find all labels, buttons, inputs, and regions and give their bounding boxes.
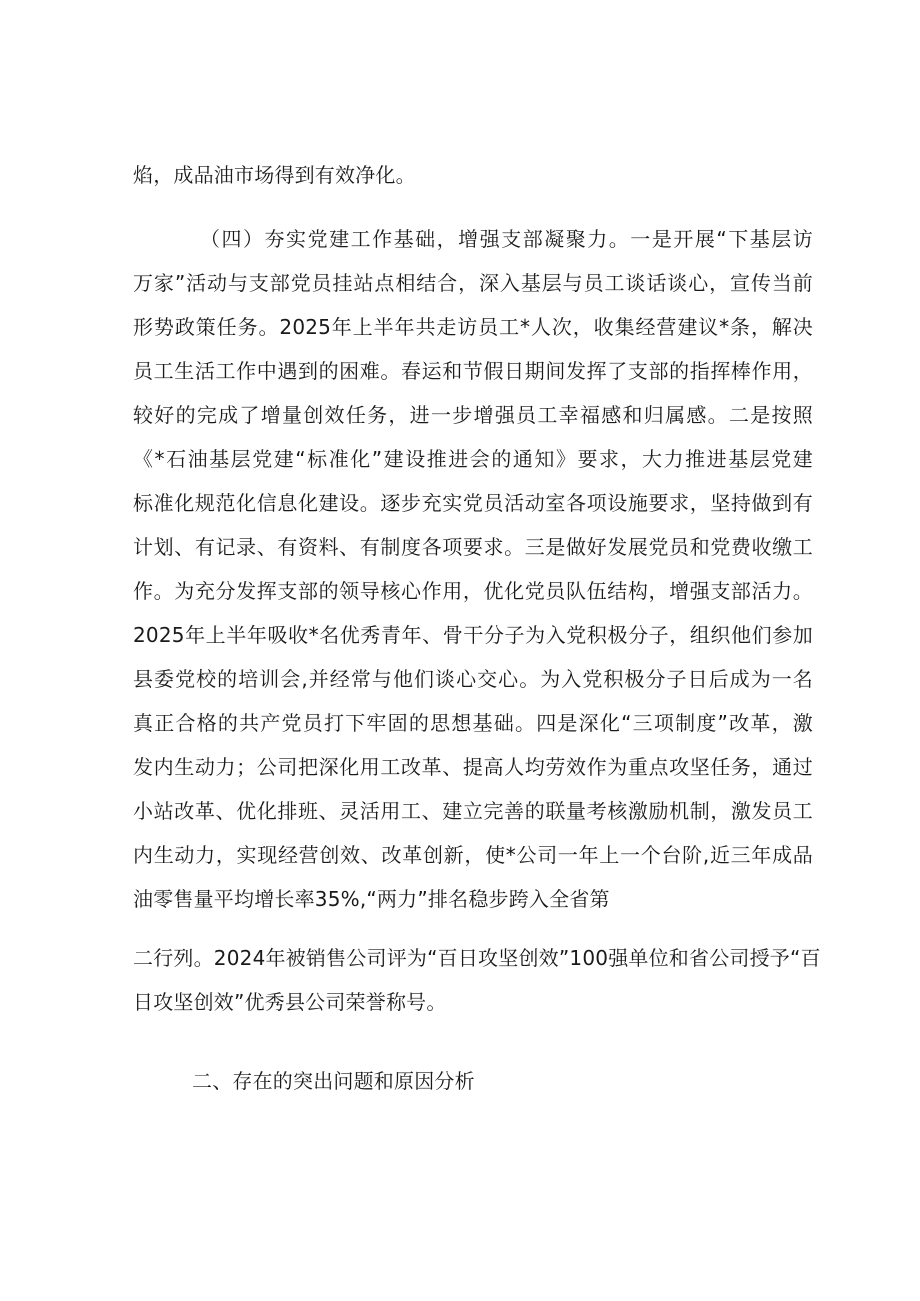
paragraph-line: 日攻坚创效”优秀县公司荣誉称号。: [133, 990, 447, 1014]
paragraph-line: 焰，成品油市场得到有效净化。: [133, 163, 416, 187]
paragraph-line: 较好的完成了增量创效任务，进一步增强员工幸福感和归属感。二是按照: [133, 403, 813, 427]
paragraph-line: 县委党校的培训会,并经常与他们谈心交心。为入党积极分子日后成为一名: [133, 667, 813, 691]
paragraph-line: 小站改革、优化排班、灵活用工、建立完善的联量考核激励机制，激发员工: [133, 799, 813, 823]
paragraph-line: （四）夯实党建工作基础，增强支部凝聚力。一是开展“下基层访: [200, 227, 813, 251]
paragraph-line: 形势政策任务。2025年上半年共走访员工*人次，收集经营建议*条，解决: [133, 315, 813, 339]
paragraph-line: 内生动力，实现经营创效、改革创新，使*公司一年上一个台阶,近三年成品: [133, 843, 813, 867]
paragraph-line: 发内生动力；公司把深化用工改革、提高人均劳效作为重点攻坚任务，通过: [133, 755, 813, 779]
paragraph-line: 真正合格的共产党员打下牢固的思想基础。四是深化“三项制度”改革，激: [133, 711, 813, 735]
paragraph-line: 二行列。2024年被销售公司评为“百日攻坚创效”100强单位和省公司授予“百: [133, 946, 821, 970]
section-heading: 二、存在的突出问题和原因分析: [192, 1069, 475, 1093]
paragraph-line: 《*石油基层党建“标准化”建设推进会的通知》要求，大力推进基层党建: [133, 447, 813, 471]
paragraph-line: 员工生活工作中遇到的困难。春运和节假日期间发挥了支部的指挥棒作用，: [133, 359, 813, 383]
paragraph-line: 作。为充分发挥支部的领导核心作用，优化党员队伍结构，增强支部活力。: [133, 579, 813, 603]
paragraph-line: 油零售量平均增长率35%,“两力”排名稳步跨入全省第: [133, 887, 610, 911]
paragraph-line: 万家”活动与支部党员挂站点相结合，深入基层与员工谈话谈心，宣传当前: [133, 271, 813, 295]
paragraph-line: 标准化规范化信息化建设。逐步充实党员活动室各项设施要求，坚持做到有: [133, 491, 813, 515]
paragraph-line: 2025年上半年吸收*名优秀青年、骨干分子为入党积极分子，组织他们参加: [133, 623, 813, 647]
paragraph-line: 计划、有记录、有资料、有制度各项要求。三是做好发展党员和党费收缴工: [133, 535, 813, 559]
